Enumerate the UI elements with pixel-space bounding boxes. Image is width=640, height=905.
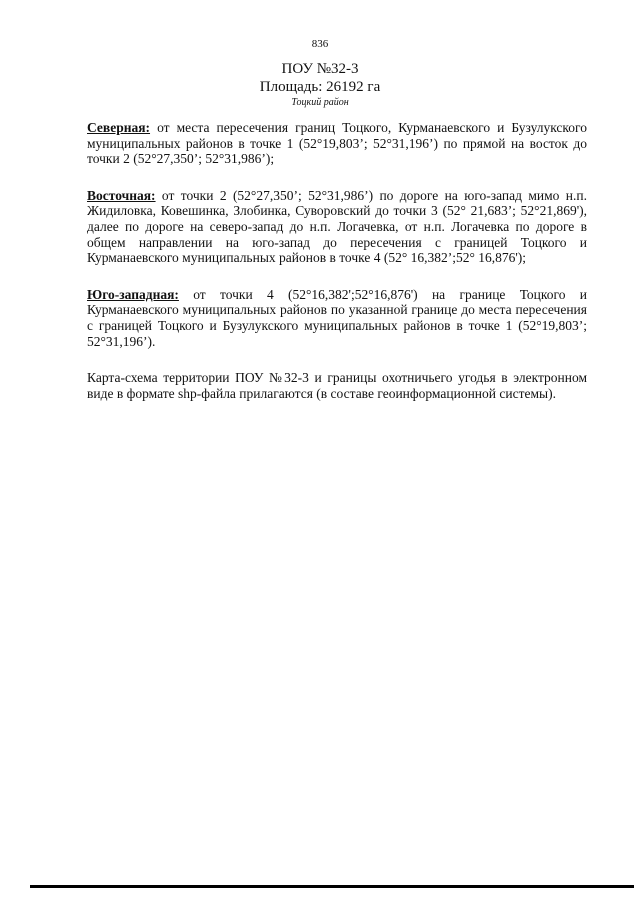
section-label-north: Северная: xyxy=(87,120,151,135)
section-southwest xyxy=(87,287,587,349)
closing-paragraph: Карта-схема территории ПОУ №32-3 и границы охотничьего угодья в электронном виде в формате shp-файла прилагаются (в составе геоинформационной системы). xyxy=(87,370,587,401)
area-line: Площадь: 26192 га xyxy=(259,79,381,95)
section-text-southwest: от точки 4 (52°16,382';52°16,876') на границе Тоцкого и Курманаевского муниципальных районов по указанной границе до места пересечения с границей Тоцкого и Бузулукского муниципальных районов в точке 1 (52°19,803’; 52°31,196’). xyxy=(87,286,587,349)
section-label-east: Восточная: xyxy=(87,187,156,203)
page-number: 836 xyxy=(311,38,329,50)
section-label-southwest: Юго-западная: xyxy=(87,286,179,302)
document-body xyxy=(87,120,587,422)
district-line: Тоцкий район xyxy=(291,97,349,108)
section-text-north: от места пересечения границ Тоцкого, Курманаевского и Бузулукского муниципальных районов в точке 1 (52°19,803’; 52°31,196’) по прямой на восток до точки 2 (52°27,350’; 52°31,986’); xyxy=(87,120,587,167)
section-north xyxy=(87,120,587,167)
section-text-east: от точки 2 (52°27,350’; 52°31,986’) по дороге на юго-запад мимо н.п. Жидиловка, Ковешинка, Злобинка, Суворовский до точки 3 (52° 21,683’; 52°21,869'), далее по дороге на северо-запад до н.п. Логачевка, от н.п. Логачевка по дороге в общем направлении на юго-запад до пересечения с границей Тоцкого и Курманаевского муниципальных районов в точке 4 (52° 16,382’;52° 16,876'); xyxy=(87,187,587,266)
bottom-rule xyxy=(30,885,634,888)
section-east xyxy=(87,188,587,266)
document-header xyxy=(0,60,640,110)
document-title: ПОУ №32-3 xyxy=(281,61,359,77)
